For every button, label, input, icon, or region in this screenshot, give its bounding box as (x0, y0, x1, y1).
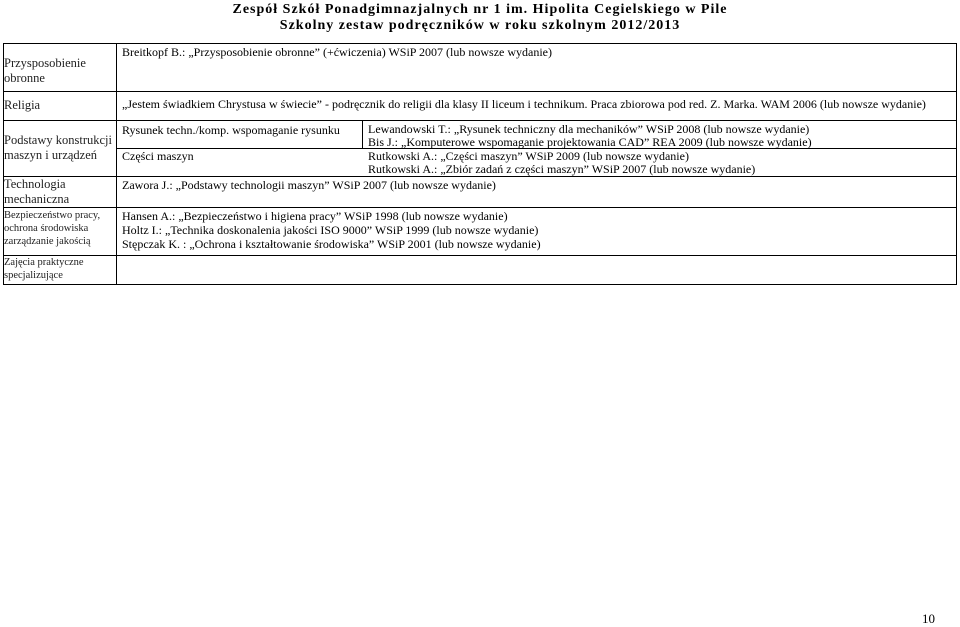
book-entry: Zawora J.: „Podstawy technologii maszyn” WSiP 2007 (lub nowsze wydanie) (122, 178, 496, 192)
school-name: Zespół Szkół Ponadgimnazjalnych nr 1 im. Hipolita Cegielskiego w Pile (232, 2, 728, 17)
book-entry: „Jestem świadkiem Chrystusa w świecie” - podręcznik do religii dla klasy II liceum i technikum. Praca zbiorowa pod red. Z. Marka. WAM 2006 (lub nowsze wydanie) (122, 97, 926, 111)
books-cell (117, 92, 957, 121)
book-entry: Rutkowski A.: „Części maszyn” WSiP 2009 (lub nowsze wydanie) (368, 149, 689, 163)
subject-cell: Technologia mechaniczna (4, 177, 117, 208)
textbook-table (3, 43, 957, 285)
books-cell (117, 208, 957, 256)
books-cell (117, 177, 957, 208)
books-cell (117, 121, 957, 177)
subject-cell: Bezpieczeństwo pracy, ochrona środowiska zarządzanie jakością (4, 208, 117, 256)
table-row (4, 177, 957, 208)
subject-cell: Przysposobienie obronne (4, 44, 117, 92)
sub-topic-label: Rysunek techn./komp. wspomaganie rysunku (122, 123, 340, 137)
sub-grid-divider (362, 121, 363, 148)
book-entry: Rutkowski A.: „Zbiór zadań z części maszyn” WSiP 2007 (lub nowsze wydanie) (368, 162, 756, 176)
page-number: 10 (922, 611, 935, 626)
book-entry: Stępczak K. : „Ochrona i kształtowanie środowiska” WSiP 2001 (lub nowsze wydanie) (122, 237, 541, 251)
subject-cell: Podstawy konstrukcji maszyn i urządzeń (4, 121, 117, 177)
table-row (4, 121, 957, 177)
table-row (4, 92, 957, 121)
books-cell (117, 44, 957, 92)
table-row (4, 44, 957, 92)
table-row (4, 256, 957, 285)
books-cell (117, 256, 957, 285)
document-title: Szkolny zestaw podręczników w roku szkolnym 2012/2013 (279, 18, 681, 33)
sub-topic-label: Części maszyn (122, 149, 194, 163)
book-entry: Breitkopf B.: „Przysposobienie obronne” (+ćwiczenia) WSiP 2007 (lub nowsze wydanie) (122, 45, 552, 59)
subject-cell: Religia (4, 92, 117, 121)
table-row (4, 208, 957, 256)
book-entry: Hansen A.: „Bezpieczeństwo i higiena pracy” WSiP 1998 (lub nowsze wydanie) (122, 209, 508, 223)
book-entry: Bis J.: „Komputerowe wspomaganie projektowania CAD” REA 2009 (lub nowsze wydanie) (368, 135, 812, 149)
subject-cell: Zajęcia praktyczne specjalizujące (4, 256, 117, 285)
book-entry: Lewandowski T.: „Rysunek techniczny dla mechaników” WSiP 2008 (lub nowsze wydanie) (368, 122, 810, 136)
book-entry: Holtz I.: „Technika doskonalenia jakości ISO 9000” WSiP 1999 (lub nowsze wydanie) (122, 223, 539, 237)
